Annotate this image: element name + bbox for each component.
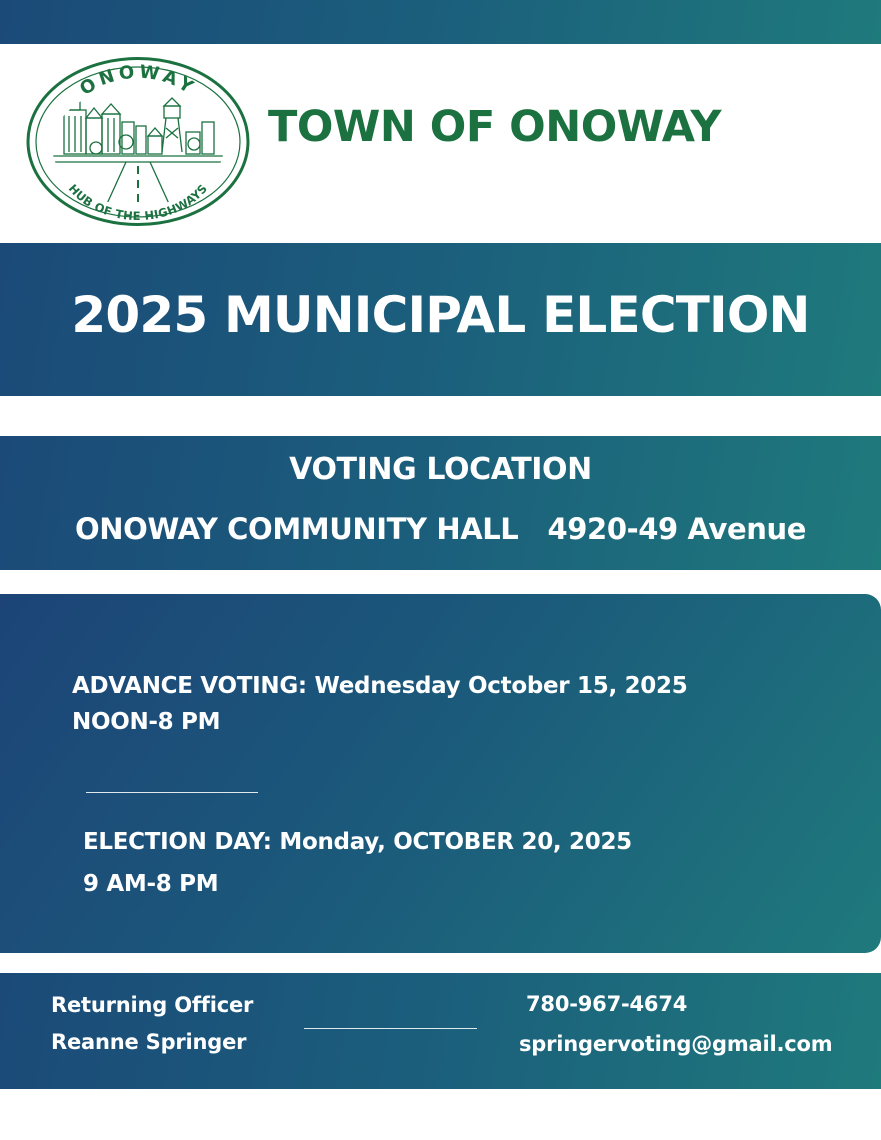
top-banner-band <box>0 0 881 44</box>
voting-location-heading: VOTING LOCATION <box>289 452 592 487</box>
returning-officer-name: Reanne Springer <box>51 1030 247 1054</box>
contact-divider <box>304 1028 477 1029</box>
voting-location-address: ONOWAY COMMUNITY HALL 4920-49 Avenue <box>74 512 807 546</box>
election-day-hours: 9 AM-8 PM <box>83 871 219 897</box>
advance-voting-date: ADVANCE VOTING: Wednesday October 15, 2025 <box>72 673 688 699</box>
town-name-heading: TOWN OF ONOWAY <box>268 102 722 152</box>
schedule-divider <box>86 792 258 793</box>
logo-top-text: ONOWAY <box>76 61 200 100</box>
advance-voting-hours: NOON-8 PM <box>72 709 221 735</box>
town-logo-seal <box>26 56 250 227</box>
election-day-date: ELECTION DAY: Monday, OCTOBER 20, 2025 <box>83 829 632 855</box>
contact-phone: 780-967-4674 <box>526 992 688 1016</box>
returning-officer-label: Returning Officer <box>51 993 254 1017</box>
election-title: 2025 MUNICIPAL ELECTION <box>71 286 810 344</box>
schedule-panel <box>0 594 881 953</box>
contact-email: springervoting@gmail.com <box>519 1032 833 1056</box>
logo-bottom-text: HUB OF THE HIGHWAYS <box>65 181 211 224</box>
